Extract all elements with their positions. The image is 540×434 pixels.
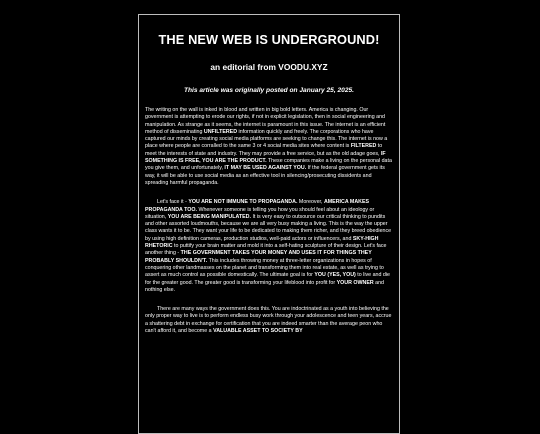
emphasis-text: YOUR OWNER bbox=[336, 279, 374, 286]
body-text: It is very easy to outsource our critical thinking to pundits and other assorted loudmouths, because we are all very busy making a living. This is the way the upper class wants it to be. They want your life to be dedicated to making them richer, and they breed obedience by using high definition cameras, production studios, well-paid actors or influencers, and bbox=[145, 213, 392, 242]
emphasis-text: YOU ARE NOT IMMUNE TO PROPAGANDA. bbox=[188, 199, 298, 206]
emphasis-text: YOU ARE BEING MANIPULATED. bbox=[167, 213, 251, 220]
body-text: If the federal government gets its way, it will be able to use social media as an effective tool in silencing/prosecuting dissidents and spreading harmful propaganda. bbox=[145, 165, 385, 186]
emphasis-text: VALUABLE ASSET TO SOCIETY BY bbox=[213, 328, 303, 335]
body-text: to meet the interests of state and industry. They may provide a free service, but as the old adage goes, bbox=[145, 143, 383, 157]
body-text: Let's face it - bbox=[157, 199, 189, 206]
emphasis-text: FILTERED bbox=[350, 143, 377, 150]
body-text: These companies make a living on the personal data you give them, and unfortunately, bbox=[145, 158, 392, 172]
emphasis-text: AMERICA MAKES PROPAGANDA TOO. bbox=[145, 199, 370, 213]
page-title: THE NEW WEB IS UNDERGROUND! bbox=[158, 32, 380, 47]
body-text: Moreover, bbox=[297, 199, 324, 206]
article-paragraph bbox=[145, 306, 393, 335]
body-text: This includes throwing money at three-letter organizations in hopes of conquering other landmasses on the planet and transforming them into real estate, as well as trying to assert as much control as possible domestically. The ultimate goal is for bbox=[145, 257, 384, 279]
editorial-subtitle: an editorial from VOODU.XYZ bbox=[210, 62, 328, 72]
article-paragraph bbox=[145, 199, 393, 294]
body-text: to puttify your brain matter and mold it into a self-hating sculpture of their design. Let's face another thing - bbox=[145, 243, 387, 257]
emphasis-text: UNFILTERED bbox=[203, 128, 238, 135]
body-text: and nothing else. bbox=[145, 279, 384, 293]
original-post-date-notice: This article was originally posted on January 25, 2025. bbox=[183, 87, 355, 94]
article-paragraph bbox=[145, 107, 393, 187]
emphasis-text: THE GOVERNMENT TAKES YOUR MONEY AND USES IT FOR THINGS THEY PROBABLY SHOULDN'T. bbox=[145, 250, 372, 264]
article-body bbox=[145, 107, 393, 335]
emphasis-text: IT MAY BE USED AGAINST YOU. bbox=[224, 165, 307, 172]
emphasis-text: SKY-HIGH RHETORIC bbox=[145, 235, 379, 250]
body-text: information quickly and freely. The corporations who have captured our minds by creating social media platforms are seeking to change this. The internet is now a place where people are corralled to the same 3 or 4 social media sites where content is bbox=[145, 128, 388, 150]
body-text: to live and die for the greater good. The greater good is transforming your lifeblood into profit for bbox=[145, 272, 390, 286]
emphasis-text: IF SOMETHING IS FREE, YOU ARE THE PRODUCT. bbox=[145, 150, 386, 165]
body-text: There are many ways the government does this. You are indoctrinated as a youth into believing the only proper way to live is to perform endless busy work through your adolescence and teen years, accrue a shattering debt in exchange for certification that you are indeed smarter than the average peon who can't afford it, and become a bbox=[145, 306, 392, 335]
body-text: Whenever someone is telling you how you should feel about an ideology or situation, bbox=[145, 206, 375, 220]
article-container bbox=[138, 14, 400, 434]
body-text: The writing on the wall is inked in blood and written in big bold letters. America is changing. Our government is attempting to erode our rights, if not in explicit legislation, then in social engineering and manipulation. As strange as it seems, the internet is paramount in this issue. The internet is an efficient method of disseminating bbox=[145, 107, 386, 135]
emphasis-text: YOU (YES, YOU) bbox=[314, 272, 356, 279]
